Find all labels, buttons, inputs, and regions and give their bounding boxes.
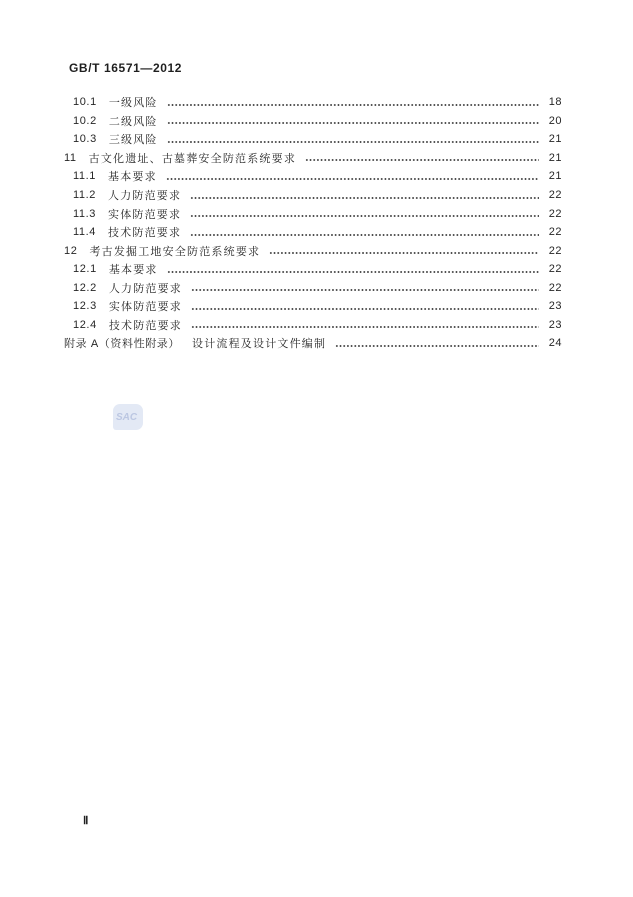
toc-entry-number: 11.1 — [73, 170, 96, 183]
sac-watermark-text: SAC — [115, 411, 138, 423]
toc-entry-page: 24 — [548, 337, 562, 350]
toc-entry-page: 21 — [548, 170, 562, 183]
toc-entry-title: 人力防范要求 — [108, 190, 182, 202]
toc-entry[interactable] — [64, 223, 562, 242]
dot-leader — [191, 288, 539, 292]
toc-entry-title: 技术防范要求 — [108, 227, 182, 240]
sac-watermark-logo — [113, 404, 143, 430]
toc-entry-number: 12.2 — [73, 281, 97, 294]
toc-entry-page: 18 — [548, 96, 562, 109]
toc-entry-number: 12.3 — [73, 300, 97, 313]
toc-entry[interactable] — [64, 130, 562, 149]
toc-entry-page: 22 — [548, 281, 562, 294]
dot-leader — [167, 103, 539, 107]
toc-entry[interactable] — [64, 93, 562, 112]
toc-entry-number: 11.3 — [73, 207, 96, 220]
dot-leader — [335, 344, 539, 348]
toc-entry-title: 人力防范要求 — [108, 282, 183, 295]
toc-entry[interactable] — [64, 167, 562, 186]
toc-entry-page: 22 — [548, 189, 562, 201]
toc-entry-title: 考古发掘工地安全防范系统要求 — [89, 245, 261, 258]
toc-entry-number: 附录 A（资料性附录） — [64, 338, 180, 351]
toc-entry-page: 22 — [548, 207, 562, 220]
dot-leader — [167, 121, 539, 125]
toc-entry-page: 23 — [548, 300, 562, 313]
toc-entry-title: 三级风险 — [108, 134, 158, 147]
toc-entry-page: 22 — [548, 226, 562, 239]
toc-entry[interactable] — [64, 149, 562, 168]
toc-entry-number: 10.3 — [73, 133, 97, 146]
toc-entry[interactable] — [64, 260, 562, 279]
toc-entry[interactable] — [64, 334, 562, 353]
toc-entry[interactable] — [64, 204, 562, 223]
toc-entry-page: 21 — [548, 133, 562, 146]
toc-entry-title: 技术防范要求 — [108, 319, 183, 332]
standard-number-header: GB/T 16571—2012 — [69, 61, 183, 75]
toc-entry[interactable] — [64, 241, 562, 260]
toc-entry-page: 22 — [548, 263, 562, 276]
toc-entry-number: 11.4 — [73, 226, 96, 239]
table-of-contents — [64, 93, 562, 353]
toc-entry-page: 21 — [548, 151, 562, 164]
dot-leader — [190, 214, 539, 218]
toc-entry[interactable] — [64, 297, 562, 316]
toc-entry-title: 实体防范要求 — [108, 208, 182, 221]
dot-leader — [166, 177, 539, 181]
dot-leader — [190, 196, 539, 200]
dot-leader — [167, 270, 539, 274]
dot-leader — [167, 140, 539, 144]
toc-entry-title: 设计流程及设计文件编制 — [192, 338, 327, 351]
toc-entry[interactable] — [64, 186, 562, 205]
toc-entry-page: 20 — [548, 114, 562, 127]
toc-entry[interactable] — [64, 278, 562, 297]
toc-entry-number: 10.1 — [73, 96, 97, 109]
toc-entry-number: 10.2 — [73, 114, 97, 127]
dot-leader — [190, 233, 539, 237]
toc-entry-number: 12.4 — [73, 318, 97, 331]
toc-entry-title: 基本要求 — [108, 171, 157, 184]
dot-leader — [305, 158, 539, 162]
toc-entry-title: 古文化遗址、古墓葬安全防范系统要求 — [88, 152, 297, 165]
toc-entry-title: 二级风险 — [108, 115, 158, 128]
dot-leader — [191, 325, 539, 329]
toc-entry-title: 实体防范要求 — [108, 301, 183, 314]
toc-entry-title: 一级风险 — [108, 97, 158, 110]
toc-entry-number: 11 — [64, 151, 77, 164]
toc-entry-number: 11.2 — [73, 189, 96, 201]
toc-entry-page: 23 — [548, 318, 562, 331]
page-number: Ⅱ — [83, 815, 89, 827]
toc-entry-number: 12.1 — [73, 263, 97, 276]
toc-entry-number: 12 — [64, 244, 78, 257]
dot-leader — [191, 307, 539, 311]
toc-entry[interactable] — [64, 112, 562, 131]
toc-entry-title: 基本要求 — [108, 264, 158, 277]
dot-leader — [269, 251, 539, 255]
toc-entry-page: 22 — [548, 244, 562, 257]
toc-entry[interactable] — [64, 316, 562, 335]
